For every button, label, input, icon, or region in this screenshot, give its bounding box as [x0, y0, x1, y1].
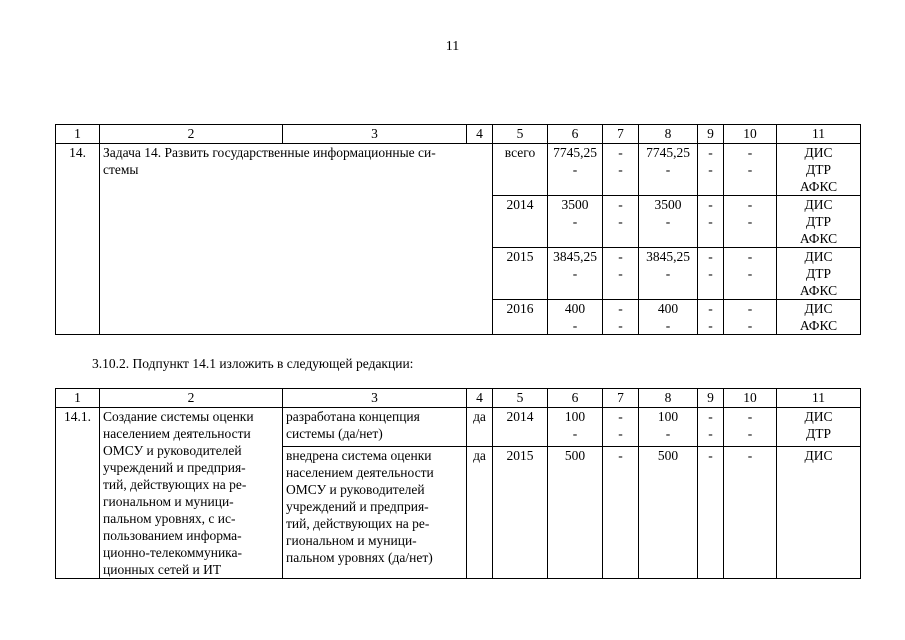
amount-col7-cell [603, 446, 639, 578]
executors-cell [777, 248, 861, 300]
amount-col7-cell [603, 300, 639, 335]
cell-line: ОМСУ и руководителей [103, 443, 242, 458]
cell-line: ДИС [804, 409, 833, 424]
cell-line: - [747, 214, 753, 229]
amount-total-cell [548, 196, 603, 248]
task-number: 14. [56, 144, 100, 335]
cell-line: ДИС [804, 249, 833, 264]
cell-line: - [572, 162, 578, 177]
amount-col9-cell [698, 248, 724, 300]
cell-line: 500 [657, 447, 679, 463]
cell-line: ОМСУ и руководителей [286, 481, 425, 497]
period-cell: 2015 [493, 248, 548, 300]
cell-line: 7745,25 [553, 145, 597, 160]
cell-line: - [708, 197, 713, 212]
amount-col10-cell [724, 248, 777, 300]
executors-cell [777, 446, 861, 578]
cell-line: ционных сетей и ИТ [103, 562, 222, 577]
cell-line: разработана концепция [286, 409, 420, 424]
cell-line: АФКС [799, 179, 838, 194]
task-title-line: Задача 14. Развить государственные информационные си- [103, 145, 436, 160]
column-number-8: 8 [639, 389, 698, 408]
cell-line: тий, действующих на ре- [286, 515, 430, 531]
cell-line: учреждений и предприя- [286, 498, 429, 514]
cell-line: - [747, 426, 753, 441]
cell-line: 100 [564, 409, 586, 424]
cell-line: - [747, 301, 753, 316]
amount-col10-cell [724, 196, 777, 248]
table-row [56, 144, 861, 196]
cell-line: - [708, 447, 713, 463]
cell-line: 3845,25 [646, 249, 690, 264]
cell-line: - [708, 145, 713, 160]
cell-line: 3500 [561, 197, 589, 212]
period-cell: всего [493, 144, 548, 196]
indicator-cell [283, 446, 467, 578]
column-number-7: 7 [603, 389, 639, 408]
cell-line: Создание системы оценки [103, 409, 254, 424]
cell-line: - [747, 162, 753, 177]
cell-line: - [618, 318, 623, 333]
cell-line: - [618, 145, 623, 160]
cell-line: ДИС [804, 447, 833, 463]
column-number-11: 11 [777, 389, 861, 408]
amount-col8-cell [639, 446, 698, 578]
amount-total-cell [548, 248, 603, 300]
table-row [56, 408, 861, 447]
amount-col10-cell [724, 144, 777, 196]
cell-line: - [708, 249, 713, 264]
column-number-2: 2 [100, 125, 283, 144]
cell-line: населением деятельности [103, 426, 251, 441]
cell-line: - [747, 318, 753, 333]
cell-line: - [708, 162, 713, 177]
amount-col7-cell [603, 248, 639, 300]
column-number-6: 6 [548, 125, 603, 144]
period-cell: 2016 [493, 300, 548, 335]
column-number-7: 7 [603, 125, 639, 144]
cell-line: гиональном и муници- [286, 532, 417, 548]
cell-line: - [572, 266, 578, 281]
cell-line: - [618, 426, 623, 441]
cell-line: - [618, 162, 623, 177]
header-row [56, 389, 861, 408]
executors-cell [777, 408, 861, 447]
amount-col10-cell [724, 408, 777, 447]
cell-line: - [747, 145, 753, 160]
column-number-6: 6 [548, 389, 603, 408]
amount-col7-cell [603, 144, 639, 196]
cell-line: - [665, 162, 671, 177]
cell-line: АФКС [799, 283, 838, 298]
amount-col8-cell [639, 248, 698, 300]
cell-line: АФКС [799, 318, 838, 333]
amount-col9-cell [698, 300, 724, 335]
cell-line: 3500 [654, 197, 682, 212]
cell-line: - [618, 249, 623, 264]
column-number-5: 5 [493, 389, 548, 408]
cell-line: ДТР [806, 266, 831, 281]
column-number-10: 10 [724, 389, 777, 408]
cell-line: - [572, 318, 578, 333]
executors-cell [777, 300, 861, 335]
cell-line: населением деятельности [286, 464, 434, 480]
year-cell: 2015 [493, 446, 548, 578]
indicator-cell [283, 408, 467, 447]
cell-line: - [708, 301, 713, 316]
column-number-5: 5 [493, 125, 548, 144]
cell-line: ДИС [804, 301, 833, 316]
amount-col8-cell [639, 300, 698, 335]
cell-line: ДТР [806, 426, 831, 441]
cell-line: - [618, 266, 623, 281]
cell-line: АФКС [799, 231, 838, 246]
cell-line: - [618, 447, 623, 463]
cell-line: пальном уровнях (да/нет) [286, 549, 433, 565]
column-number-9: 9 [698, 125, 724, 144]
column-number-3: 3 [283, 389, 467, 408]
cell-line: 400 [564, 301, 586, 316]
budget-table [55, 124, 861, 335]
cell-line: - [572, 426, 578, 441]
amount-col8-cell [639, 196, 698, 248]
measure-name-cell [100, 408, 283, 579]
cell-line: - [618, 214, 623, 229]
cell-line: 3845,25 [553, 249, 597, 264]
column-number-9: 9 [698, 389, 724, 408]
executors-cell [777, 144, 861, 196]
amount-col9-cell [698, 144, 724, 196]
cell-line: 100 [657, 409, 679, 424]
cell-line: - [618, 409, 623, 424]
column-number-10: 10 [724, 125, 777, 144]
cell-line: - [708, 426, 713, 441]
column-number-4: 4 [467, 389, 493, 408]
cell-line: ДИС [804, 145, 833, 160]
column-number-11: 11 [777, 125, 861, 144]
column-number-8: 8 [639, 125, 698, 144]
header-row [56, 125, 861, 144]
indicator-value-cell: да [467, 408, 493, 447]
column-number-1: 1 [56, 389, 100, 408]
task-title-line: стемы [103, 162, 139, 177]
cell-line: 500 [564, 447, 586, 463]
amount-col7-cell [603, 408, 639, 447]
executors-cell [777, 196, 861, 248]
cell-line: ДТР [806, 214, 831, 229]
column-number-3: 3 [283, 125, 467, 144]
cell-line: ДИС [804, 197, 833, 212]
cell-line: - [618, 197, 623, 212]
cell-line: - [665, 318, 671, 333]
cell-line: - [708, 266, 713, 281]
task-title [100, 144, 493, 335]
cell-line: - [747, 197, 753, 212]
amount-col7-cell [603, 196, 639, 248]
amount-total-cell [548, 300, 603, 335]
amount-total-cell [548, 446, 603, 578]
cell-line: 400 [657, 301, 679, 316]
cell-line: - [747, 409, 753, 424]
cell-line: - [708, 214, 713, 229]
cell-line: системы (да/нет) [286, 426, 383, 441]
cell-line: внедрена система оценки [286, 447, 432, 463]
cell-line: пальном уровнях, с ис- [103, 511, 236, 526]
cell-line: - [572, 214, 578, 229]
period-cell: 2014 [493, 196, 548, 248]
cell-line: - [665, 426, 671, 441]
amount-col10-cell [724, 300, 777, 335]
column-number-2: 2 [100, 389, 283, 408]
cell-line: - [618, 301, 623, 316]
subitem-table [55, 388, 861, 579]
instruction-paragraph: 3.10.2. Подпункт 14.1 изложить в следующей редакции: [92, 356, 414, 371]
amount-col8-cell [639, 408, 698, 447]
column-number-4: 4 [467, 125, 493, 144]
cell-line: - [665, 266, 671, 281]
amount-col9-cell [698, 446, 724, 578]
cell-line: учреждений и предприя- [103, 460, 246, 475]
cell-line: тий, действующих на ре- [103, 477, 247, 492]
subitem-number: 14.1. [56, 408, 100, 579]
cell-line: ДТР [806, 162, 831, 177]
cell-line: - [747, 447, 753, 463]
cell-line: - [708, 409, 713, 424]
amount-col9-cell [698, 408, 724, 447]
year-cell: 2014 [493, 408, 548, 447]
cell-line: ционно-телекоммуника- [103, 545, 243, 560]
page-number: 11 [445, 39, 460, 54]
cell-line: - [708, 318, 713, 333]
amount-col10-cell [724, 446, 777, 578]
amount-total-cell [548, 408, 603, 447]
cell-line: гиональном и муници- [103, 494, 234, 509]
amount-col8-cell [639, 144, 698, 196]
indicator-value-cell: да [467, 446, 493, 578]
cell-line: - [747, 249, 753, 264]
amount-total-cell [548, 144, 603, 196]
cell-line: - [665, 214, 671, 229]
amount-col9-cell [698, 196, 724, 248]
cell-line: - [747, 266, 753, 281]
cell-line: пользованием информа- [103, 528, 242, 543]
cell-line: 7745,25 [646, 145, 690, 160]
column-number-1: 1 [56, 125, 100, 144]
